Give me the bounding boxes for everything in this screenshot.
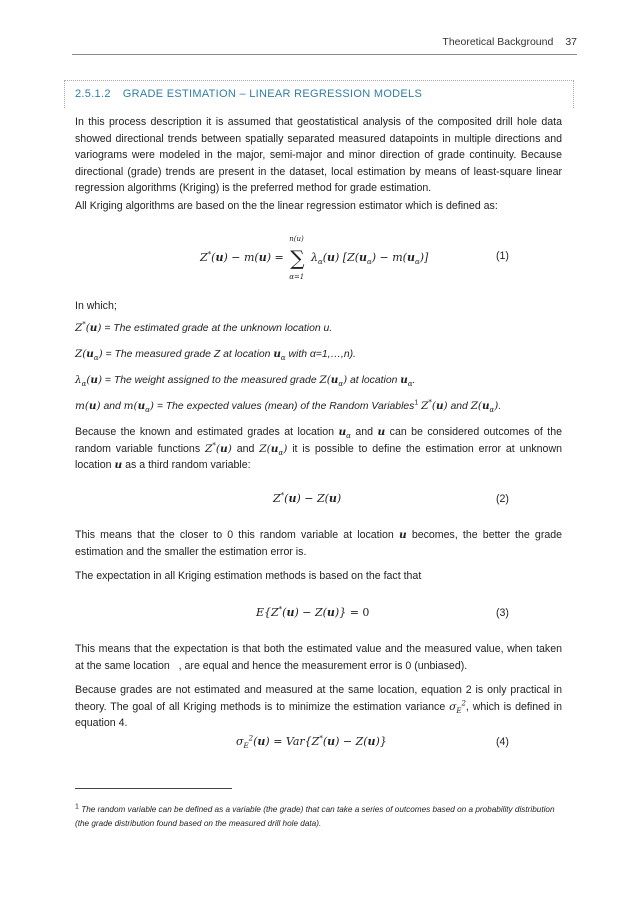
equation-2: Z*(u) − Z(u): [273, 491, 342, 505]
sum-upper-limit: n(u): [289, 235, 304, 243]
paragraph-minimize-variance: Because grades are not estimated and measured at the same location, equation 2 is only practical in theory. The goal of all Kriging methods is to minimize the estimation variance $\sigma_E^2$, which is defined in equation 4.: [75, 684, 562, 730]
paragraph-closer-to-zero: This means that the closer to 0 this random variable at location u becomes, the better the grade estimation and the smaller the estimation error is.: [75, 529, 563, 558]
definition-estimated-grade: Z*(u) = The estimated grade at the unknown location u.: [75, 320, 333, 334]
paragraph-expectation: The expectation in all Kriging estimation methods is based on the fact that: [75, 570, 422, 582]
equation-3: E{Z*(u) − Z(u)} = 0: [256, 605, 370, 619]
equation-4-number: (4): [496, 736, 509, 748]
paragraph-in-which: In which;: [75, 300, 117, 312]
definition-weight: $\lambda_\alpha(u)$ = The weight assigned to the measured grade $Z(u_\alpha)$ at location $u_\alpha$.: [75, 374, 416, 389]
footnote-text: The random variable can be defined as a variable (the grade) that can take a series of outcomes based on a probability distribution (the grade distribution found based on the measured drill hole data).: [75, 805, 555, 828]
section-border-top: [64, 80, 574, 81]
paragraph-unbiased: This means that the expectation is that both the estimated value and the measured value, when taken at the same location , are equal and hence the measurement error is 0 (unbiased).: [75, 643, 562, 672]
equation-4: $\sigma_E^2(u) = Var\{Z^*(u) - Z(u)\}$: [236, 734, 387, 751]
section-border-right: [573, 80, 574, 108]
paragraph-random-variables: Because the known and estimated grades at location $u_\alpha$ and u can be considered outcomes of the random variable functions Z*(u) and $Z(u_\alpha)$ it is possible to define the estimation error at unknown location u as a third random variable:: [75, 426, 563, 472]
footnote-ref: 1: [414, 399, 419, 407]
running-title: Theoretical Background: [442, 36, 554, 48]
paragraph-kriging-basis: All Kriging algorithms are based on the the linear regression estimator which is defined as:: [75, 200, 498, 212]
definition-measured-grade: $Z(u_\alpha)$ = The measured grade Z at location $u_\alpha$ with α=1,…,n).: [75, 348, 356, 363]
section-title: GRADE ESTIMATION – LINEAR REGRESSION MODELS: [122, 88, 423, 100]
footnote-marker: 1: [75, 803, 79, 811]
paragraph-intro: In this process description it is assumed that geostatistical analysis of the composited drill hole data showed directional trends between spatially separated measured datapoints in multiple directions and variograms were modeled in the major, semi-major and minor direction of grade continuity. Because directional (grade) trends are present in the dataset, local estimation by means of least-square linear regression algorithms (Kriging) is the preferred method for grade estimation.: [75, 116, 562, 195]
equation-3-number: (3): [496, 607, 509, 619]
footnote-rule: [75, 788, 232, 789]
definition-expected-values: m(u) and $m(u_\alpha)$ = The expected values (mean) of the Random Variables$^1$ Z*(u) and $Z(u_\alpha)$.: [75, 398, 502, 415]
header-rule: [72, 54, 577, 55]
equation-2-number: (2): [496, 493, 509, 505]
equation-1: Z*(u) − m(u) = ∑ n(u) α=1 $\lambda_\alpha(u) [Z(u_\alpha) - m(u_\alpha)]$: [200, 235, 429, 281]
footnote: [75, 803, 565, 831]
sum-lower-limit: α=1: [289, 273, 305, 281]
equation-1-number: (1): [496, 250, 509, 262]
section-heading: [75, 88, 422, 100]
section-number: 2.5.1.2: [75, 88, 111, 100]
summation-symbol: ∑ n(u) α=1: [289, 235, 305, 281]
running-header: [442, 36, 577, 48]
page-number: 37: [565, 36, 577, 48]
section-border-left: [64, 80, 65, 108]
